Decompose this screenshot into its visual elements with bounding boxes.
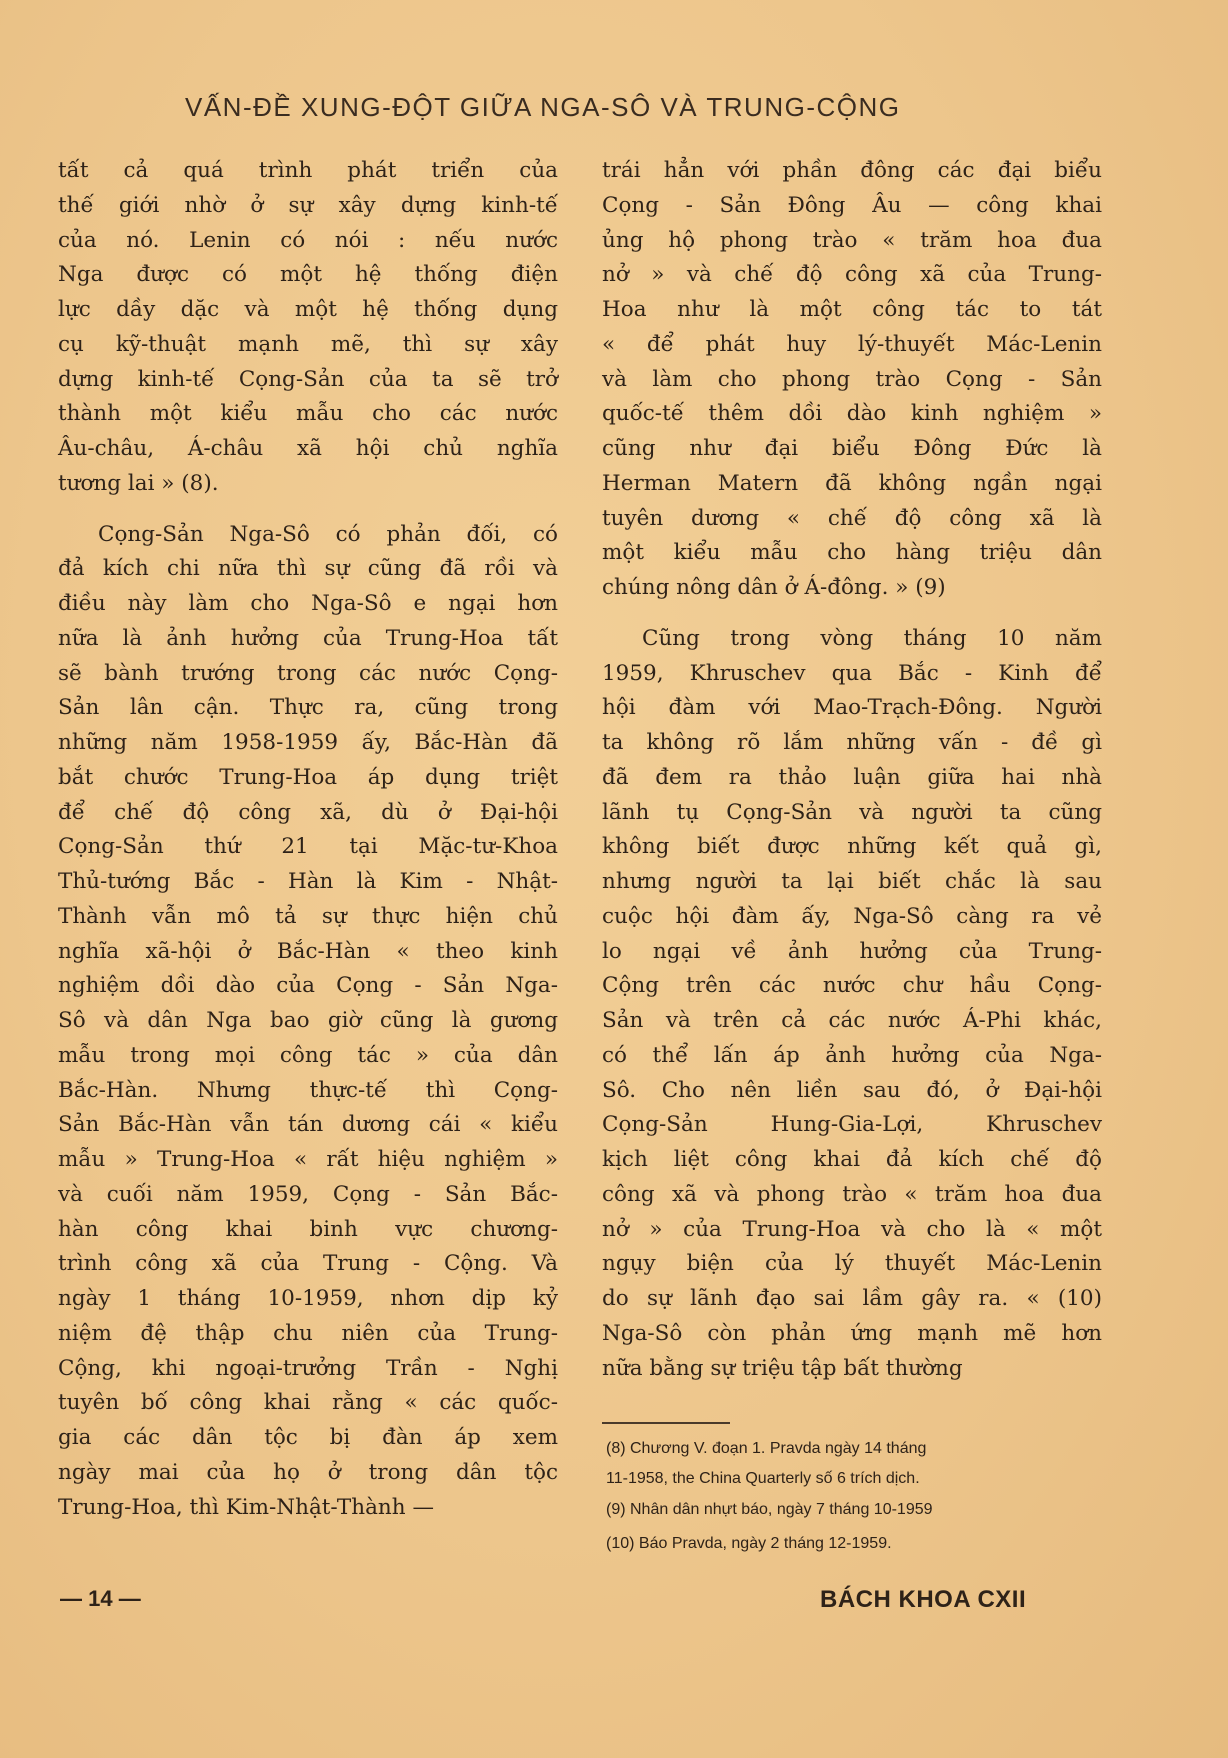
text-line: có thể lấn áp ảnh hưởng của Nga- bbox=[602, 1042, 1102, 1068]
text-line: thế giới nhờ ở sự xây dựng kinh-tế bbox=[58, 192, 558, 218]
text-line: lực dầy dặc và một hệ thống dụng bbox=[58, 297, 558, 322]
footnote-8 bbox=[606, 1432, 1086, 1496]
text-line: đã đem ra thảo luận giữa hai nhà bbox=[602, 764, 1102, 790]
text-line: tất cả quá trình phát triển của bbox=[58, 158, 558, 183]
text-line: nữa là ảnh hưởng của Trung-Hoa tất bbox=[58, 625, 558, 651]
text-line: ngày mai của họ ở trong dân tộc bbox=[58, 1459, 558, 1485]
text-line: Cọng-Sản thứ 21 tại Mặc-tư-Khoa bbox=[58, 834, 558, 860]
text-line: Cọng - Sản Đông Âu — công khai bbox=[602, 192, 1102, 218]
page-number: — 14 — bbox=[60, 1586, 141, 1611]
text-line: thành một kiểu mẫu cho các nước bbox=[58, 401, 558, 427]
text-line: Sô. Cho nên liền sau đó, ở Đại-hội bbox=[602, 1077, 1102, 1103]
text-line: trái hẳn với phần đông các đại biểu bbox=[602, 158, 1102, 183]
footnote-8-line-1: (8) Chương V. đoạn 1. Pravda ngày 14 tháng bbox=[606, 1440, 927, 1457]
text-line: gia các dân tộc bị đàn áp xem bbox=[58, 1425, 558, 1450]
right-column bbox=[602, 154, 1102, 1386]
text-line: và cuối năm 1959, Cọng - Sản Bắc- bbox=[58, 1181, 558, 1207]
text-line: những năm 1958-1959 ấy, Bắc-Hàn đã bbox=[58, 730, 558, 755]
text-line: điều này làm cho Nga-Sô e ngại hơn bbox=[58, 591, 558, 616]
text-line: nhưng người ta lại biết chắc là sau bbox=[602, 869, 1102, 894]
text-line: Cũng trong vòng tháng 10 năm bbox=[642, 625, 1102, 651]
text-line: niệm đệ thập chu niên của Trung- bbox=[58, 1320, 558, 1346]
text-line: mẫu » Trung-Hoa « rất hiệu nghiệm » bbox=[58, 1147, 558, 1172]
footnote-10: (10) Báo Pravda, ngày 2 tháng 12-1959. bbox=[606, 1535, 892, 1552]
text-line: Sản và trên cả các nước Á-Phi khác, bbox=[602, 1008, 1102, 1033]
text-line: Cọng-Sản Hung-Gia-Lợi, Khruschev bbox=[602, 1112, 1102, 1138]
text-line: nghiệm dồi dào của Cọng - Sản Nga- bbox=[58, 973, 558, 999]
text-line: kịch liệt công khai đả kích chế độ bbox=[602, 1147, 1102, 1172]
text-line: mẫu trong mọi công tác » của dân bbox=[58, 1042, 558, 1068]
footnote-rule bbox=[602, 1422, 730, 1424]
text-line: của nó. Lenin có nói : nếu nước bbox=[58, 227, 558, 253]
text-line: Hoa như là một công tác to tát bbox=[602, 297, 1102, 322]
text-line: Cộng, khi ngoại-trưởng Trần - Nghị bbox=[58, 1355, 558, 1381]
text-line: trình công xã của Trung - Cộng. Và bbox=[58, 1251, 558, 1277]
left-column bbox=[58, 154, 558, 1525]
text-line: ngụy biện của lý thuyết Mác-Lenin bbox=[602, 1251, 1102, 1277]
left-paragraph-2 bbox=[58, 518, 558, 1526]
text-line: nghĩa xã-hội ở Bắc-Hàn « theo kinh bbox=[58, 938, 558, 964]
text-line: ủng hộ phong trào « trăm hoa đua bbox=[602, 227, 1102, 253]
text-line: nữa bằng sự triệu tập bất thường bbox=[602, 1355, 963, 1381]
text-line: chúng nông dân ở Á-đông. » (9) bbox=[602, 575, 946, 600]
running-header: VẤN-ĐỀ XUNG-ĐỘT GIỮA NGA-SÔ VÀ TRUNG-CỘNG bbox=[185, 92, 901, 122]
text-line: hội đàm với Mao-Trạch-Đông. Người bbox=[602, 695, 1102, 721]
text-line: bắt chước Trung-Hoa áp dụng triệt bbox=[58, 764, 558, 790]
journal-name: BÁCH KHOA CXII bbox=[820, 1586, 1027, 1613]
text-line: « để phát huy lý-thuyết Mác-Lenin bbox=[602, 331, 1102, 357]
text-line: tuyên bố công khai rằng « các quốc- bbox=[58, 1390, 558, 1416]
text-line: nở » của Trung-Hoa và cho là « một bbox=[602, 1216, 1102, 1242]
text-line: cũng như đại biểu Đông Đức là bbox=[602, 436, 1102, 461]
text-line: tương lai » (8). bbox=[58, 470, 219, 496]
text-line: sẽ bành trướng trong các nước Cọng- bbox=[58, 660, 558, 686]
text-line: lo ngại về ảnh hưởng của Trung- bbox=[602, 938, 1102, 964]
text-line: đả kích chi nữa thì sự cũng đã rồi và bbox=[58, 556, 558, 582]
text-line: Nga được có một hệ thống điện bbox=[58, 262, 558, 288]
text-line: 1959, Khruschev qua Bắc - Kinh để bbox=[602, 660, 1102, 686]
text-line: Cộng trên các nước chư hầu Cọng- bbox=[602, 973, 1102, 999]
text-line: một kiểu mẫu cho hàng triệu dân bbox=[602, 540, 1102, 566]
text-line: Âu-châu, Á-châu xã hội chủ nghĩa bbox=[58, 436, 558, 461]
left-paragraph-1 bbox=[58, 154, 558, 502]
text-line: Cọng-Sản Nga-Sô có phản đối, có bbox=[98, 521, 558, 547]
right-paragraph-2 bbox=[602, 622, 1102, 1387]
text-line: ngày 1 tháng 10-1959, nhơn dịp kỷ bbox=[58, 1286, 558, 1311]
footnote-9: (9) Nhân dân nhựt báo, ngày 7 tháng 10-1959 bbox=[606, 1501, 933, 1518]
text-line: nở » và chế độ công xã của Trung- bbox=[602, 262, 1102, 288]
text-line: cụ kỹ-thuật mạnh mẽ, thì sự xây bbox=[58, 331, 558, 357]
text-line: do sự lãnh đạo sai lầm gây ra. « (10) bbox=[602, 1286, 1102, 1311]
text-line: cuộc hội đàm ấy, Nga-Sô càng ra vẻ bbox=[602, 903, 1102, 929]
text-line: Sản Bắc-Hàn vẫn tán dương cái « kiểu bbox=[58, 1112, 558, 1138]
text-line: để chế độ công xã, dù ở Đại-hội bbox=[58, 799, 558, 825]
right-paragraph-1 bbox=[602, 154, 1102, 606]
text-line: Thành vẫn mô tả sự thực hiện chủ bbox=[58, 903, 558, 929]
text-line: tuyên dương « chế độ công xã là bbox=[602, 505, 1102, 531]
text-line: Sô và dân Nga bao giờ cũng là gương bbox=[58, 1008, 558, 1033]
text-line: công xã và phong trào « trăm hoa đua bbox=[602, 1181, 1102, 1207]
text-line: dựng kinh-tế Cọng-Sản của ta sẽ trở bbox=[58, 366, 558, 392]
text-line: ta không rõ lắm những vấn - đề gì bbox=[602, 730, 1102, 755]
text-line: không biết được những kết quả gì, bbox=[602, 834, 1102, 860]
text-line: Nga-Sô còn phản ứng mạnh mẽ hơn bbox=[602, 1320, 1102, 1346]
text-line: Thủ-tướng Bắc - Hàn là Kim - Nhật- bbox=[58, 869, 558, 894]
text-line: Herman Matern đã không ngần ngại bbox=[602, 470, 1102, 496]
text-line: Sản lân cận. Thực ra, cũng trong bbox=[58, 695, 558, 721]
text-line: và làm cho phong trào Cọng - Sản bbox=[602, 366, 1102, 392]
text-line: Trung-Hoa, thì Kim-Nhật-Thành — bbox=[58, 1494, 434, 1520]
text-line: hàn công khai binh vực chương- bbox=[58, 1216, 558, 1242]
footnote-8-line-2: 11-1958, the China Quarterly số 6 trích dịch. bbox=[606, 1470, 920, 1487]
text-line: lãnh tụ Cọng-Sản và người ta cũng bbox=[602, 799, 1102, 825]
text-line: Bắc-Hàn. Nhưng thực-tế thì Cọng- bbox=[58, 1077, 558, 1103]
text-line: quốc-tế thêm dồi dào kinh nghiệm » bbox=[602, 401, 1102, 427]
